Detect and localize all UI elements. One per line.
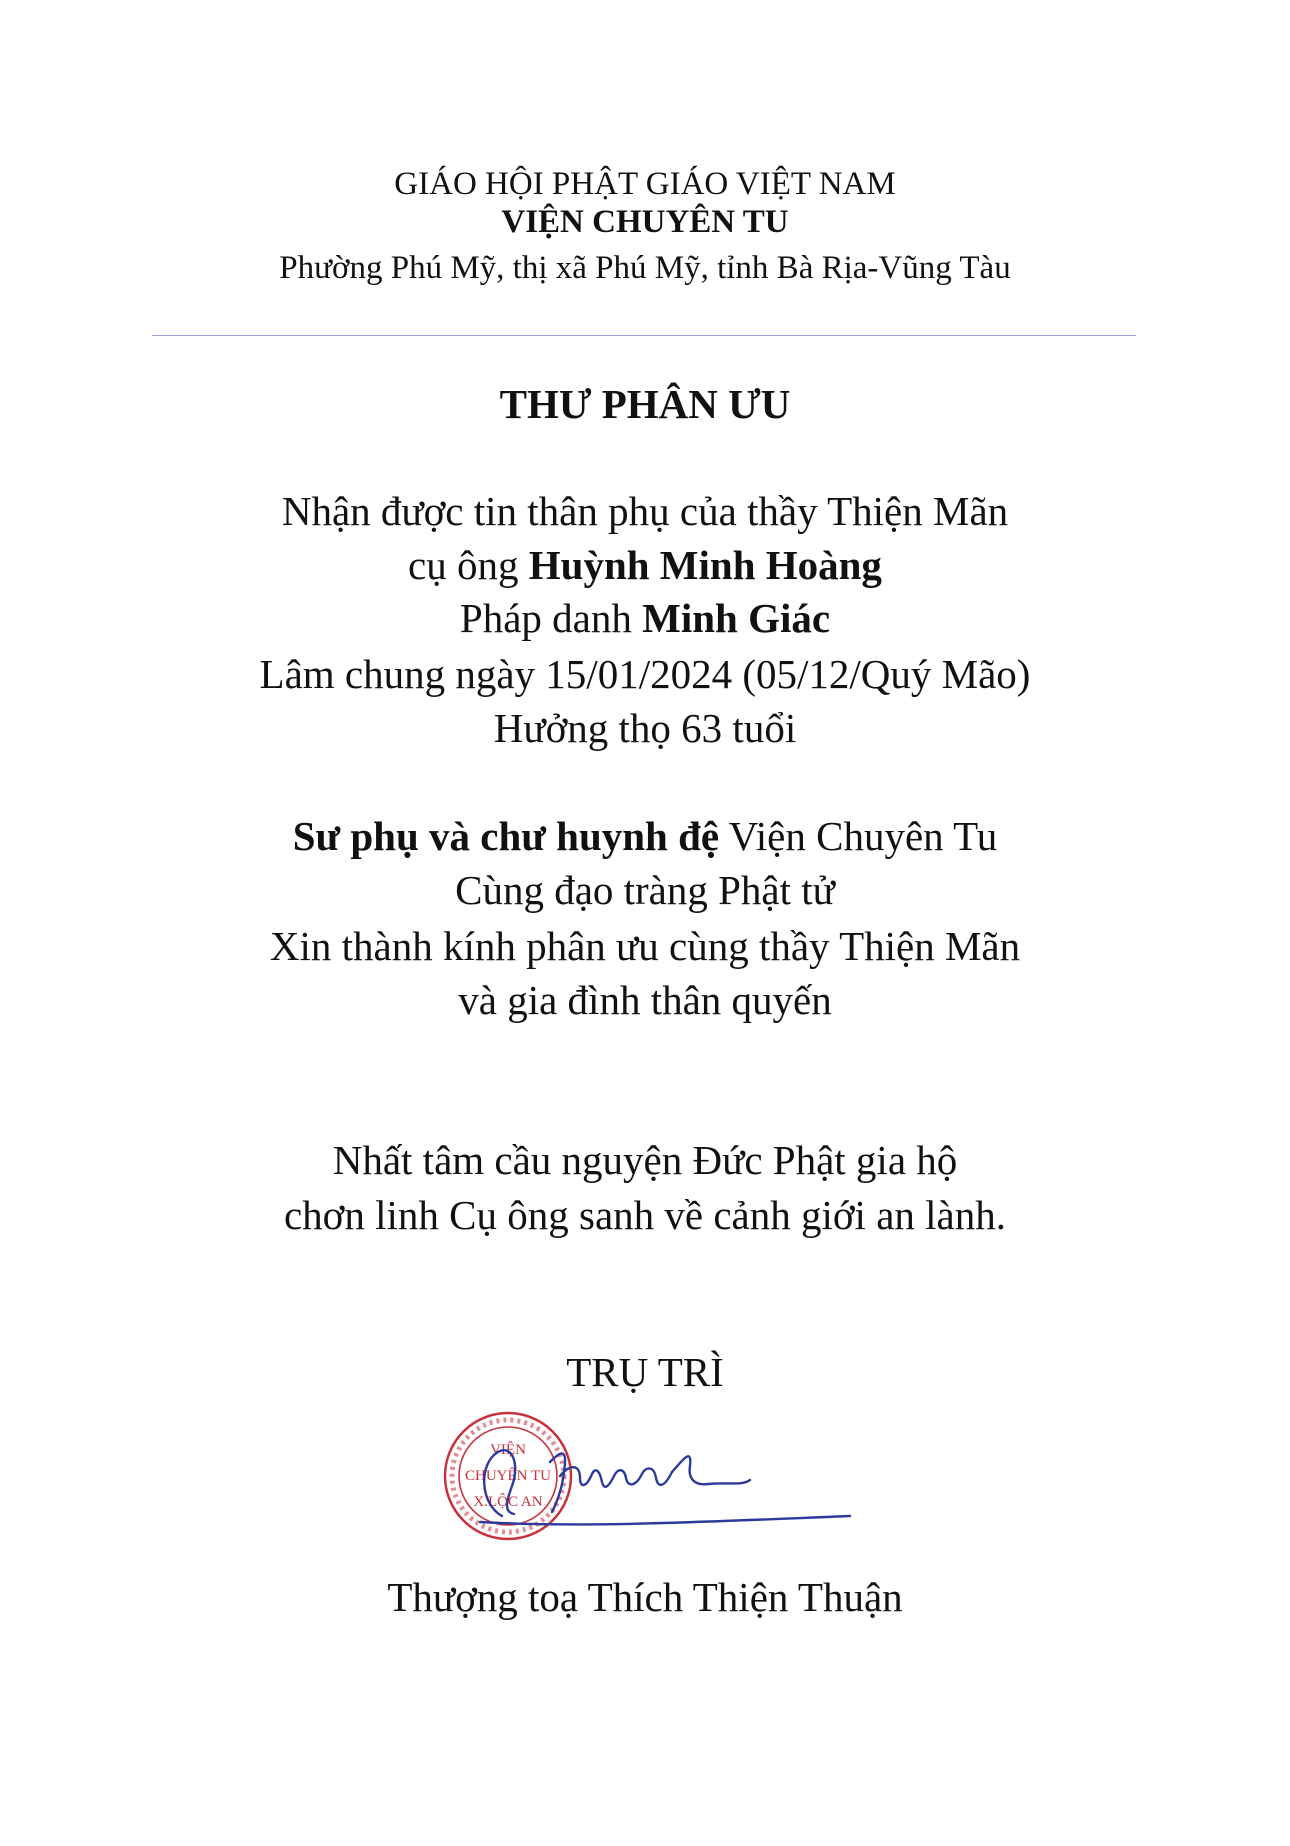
condolence-line-1 — [0, 813, 1290, 859]
announcement-line-1: Nhận được tin thân phụ của thầy Thiện Mãn — [281, 488, 1009, 534]
red-seal — [445, 1413, 571, 1539]
condolence-line-4: và gia đình thân quyến — [458, 977, 832, 1023]
seal-signature-graphic — [440, 1404, 880, 1554]
condolence-line-3: Xin thành kính phân ưu cùng thầy Thiện Mãn — [269, 923, 1021, 969]
seal-text-3: X.LỘC AN — [473, 1494, 543, 1510]
seal-text-2: CHUYÊN TU — [465, 1468, 551, 1484]
dharma-prefix: Pháp danh — [459, 595, 643, 641]
seal-text-1: VIỆN — [490, 1442, 526, 1458]
signer-role: TRỤ TRÌ — [566, 1349, 724, 1395]
deceased-prefix: cụ ông — [408, 542, 529, 588]
institute-name: VIỆN CHUYÊN TU — [501, 204, 789, 240]
organization-name: GIÁO HỘI PHẬT GIÁO VIỆT NAM — [394, 166, 896, 202]
signature-and-seal — [440, 1404, 880, 1554]
prayer-line-2: chơn linh Cụ ông sanh về cảnh giới an lành. — [283, 1192, 1006, 1238]
announcement-line-5: Hưởng thọ 63 tuổi — [493, 705, 797, 751]
condolence-senders: Sư phụ và chư huynh đệ — [292, 813, 720, 859]
letter-title: THƯ PHÂN ƯU — [499, 381, 791, 427]
dharma-name: Minh Giác — [642, 595, 831, 641]
announcement-line-4: Lâm chung ngày 15/01/2024 (05/12/Quý Mão) — [259, 651, 1031, 697]
announcement-line-3 — [0, 595, 1290, 641]
condolence-institute: Viện Chuyên Tu — [719, 813, 998, 859]
institute-address: Phường Phú Mỹ, thị xã Phú Mỹ, tỉnh Bà Rịa-Vũng Tàu — [279, 250, 1011, 286]
header-divider — [152, 335, 1136, 336]
prayer-line-1: Nhất tâm cầu nguyện Đức Phật gia hộ — [332, 1137, 958, 1183]
announcement-line-2 — [0, 542, 1290, 588]
signer-name: Thượng toạ Thích Thiện Thuận — [387, 1574, 903, 1620]
condolence-line-2: Cùng đạo tràng Phật tử — [455, 867, 835, 913]
deceased-name: Huỳnh Minh Hoàng — [528, 542, 882, 588]
handwritten-signature — [480, 1450, 850, 1524]
